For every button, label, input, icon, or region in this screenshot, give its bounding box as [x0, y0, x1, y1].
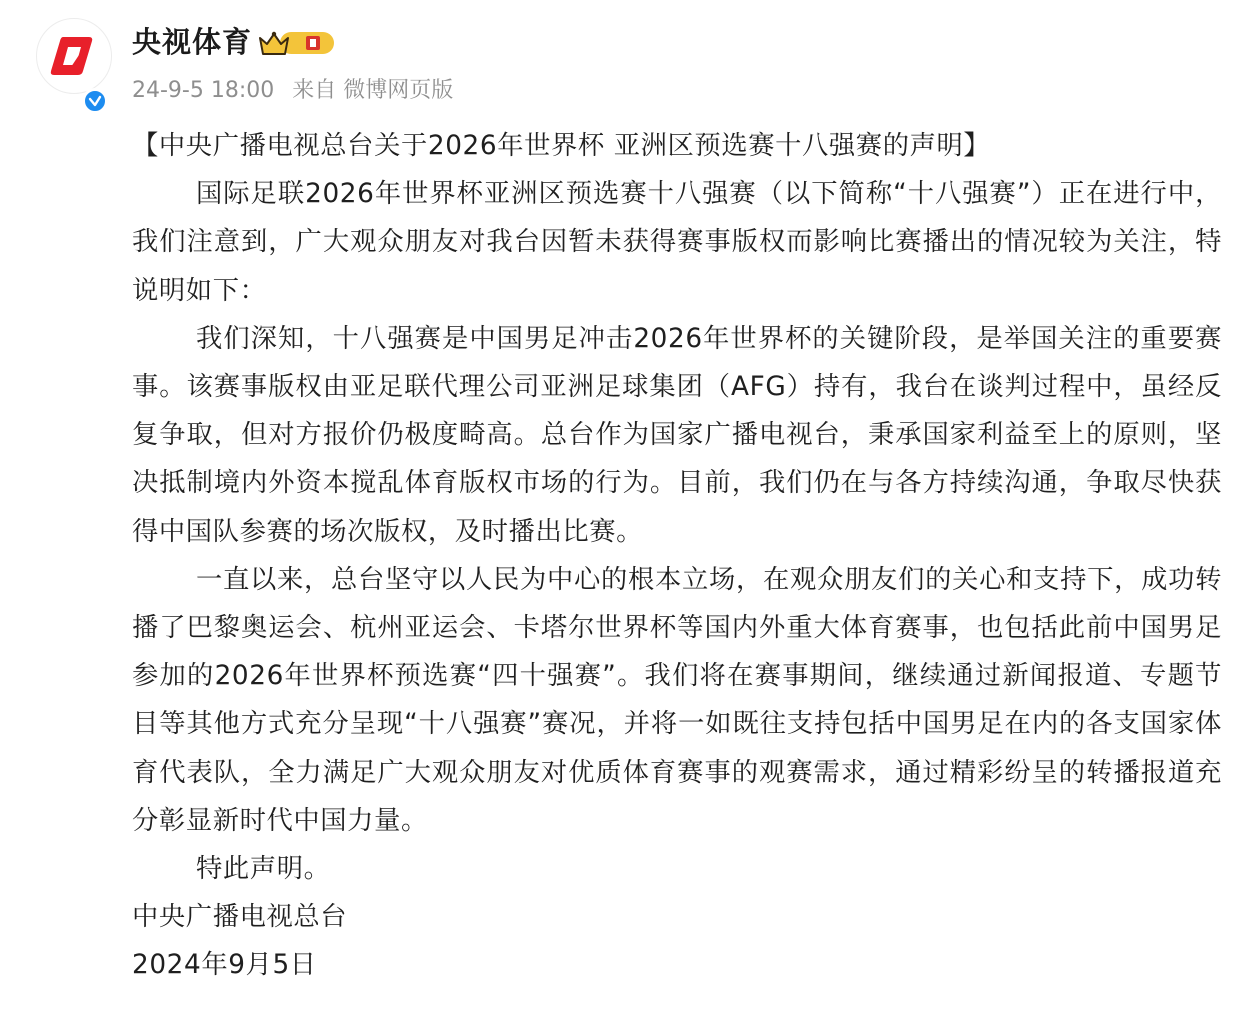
post-meta	[132, 72, 453, 110]
avatar[interactable]	[36, 18, 112, 94]
post-signature: 中央广播电视总台	[132, 902, 348, 933]
post-paragraph: 特此声明。	[196, 854, 331, 885]
post-paragraph: 国际足联2026年世界杯亚洲区预选赛十八强赛（以下简称“十八强赛”）正在进行中，我们注意到，广大观众朋友对我台因暂未获得赛事版权而影响比赛播出的情况较为关注，特说明如下：	[132, 179, 1222, 306]
vip-crown-badge-icon[interactable]	[258, 26, 336, 60]
post-title: 【中央广播电视总台关于2026年世界杯 亚洲区预选赛十八强赛的声明】	[132, 131, 991, 161]
post-date: 2024年9月5日	[132, 950, 317, 981]
cctv-sports-logo-icon	[36, 18, 112, 94]
post-time[interactable]: 24-9-5 18:00	[132, 78, 275, 103]
post-source: 来自 微博网页版	[292, 78, 454, 103]
account-name[interactable]: 央视体育	[132, 25, 253, 59]
post-paragraph: 一直以来，总台坚守以人民为中心的根本立场，在观众朋友们的关心和支持下，成功转播了巴黎奥运会、杭州亚运会、卡塔尔世界杯等国内外重大体育赛事，也包括此前中国男足参加的2026年世界杯预选赛“四十强赛”。我们将在赛事期间，继续通过新闻报道、专题节目等其他方式充分呈现“十八强赛”赛况，并将一如既往支持包括中国男足在内的各支国家体育代表队，全力满足广大观众朋友对优质体育赛事的观赛需求，通过精彩纷呈的转播报道充分彰显新时代中国力量。	[132, 564, 1222, 836]
verified-badge-icon	[82, 88, 108, 114]
post-paragraph: 我们深知，十八强赛是中国男足冲击2026年世界杯的关键阶段，是举国关注的重要赛事。该赛事版权由亚足联代理公司亚洲足球集团（AFG）持有，我台在谈判过程中，虽经反复争取，但对方报价仍极度畸高。总台作为国家广播电视台，秉承国家利益至上的原则，坚决抵制境内外资本搅乱体育版权市场的行为。目前，我们仍在与各方持续沟通，争取尽快获得中国队参赛的场次版权，及时播出比赛。	[132, 323, 1222, 547]
post-body	[132, 122, 1222, 990]
